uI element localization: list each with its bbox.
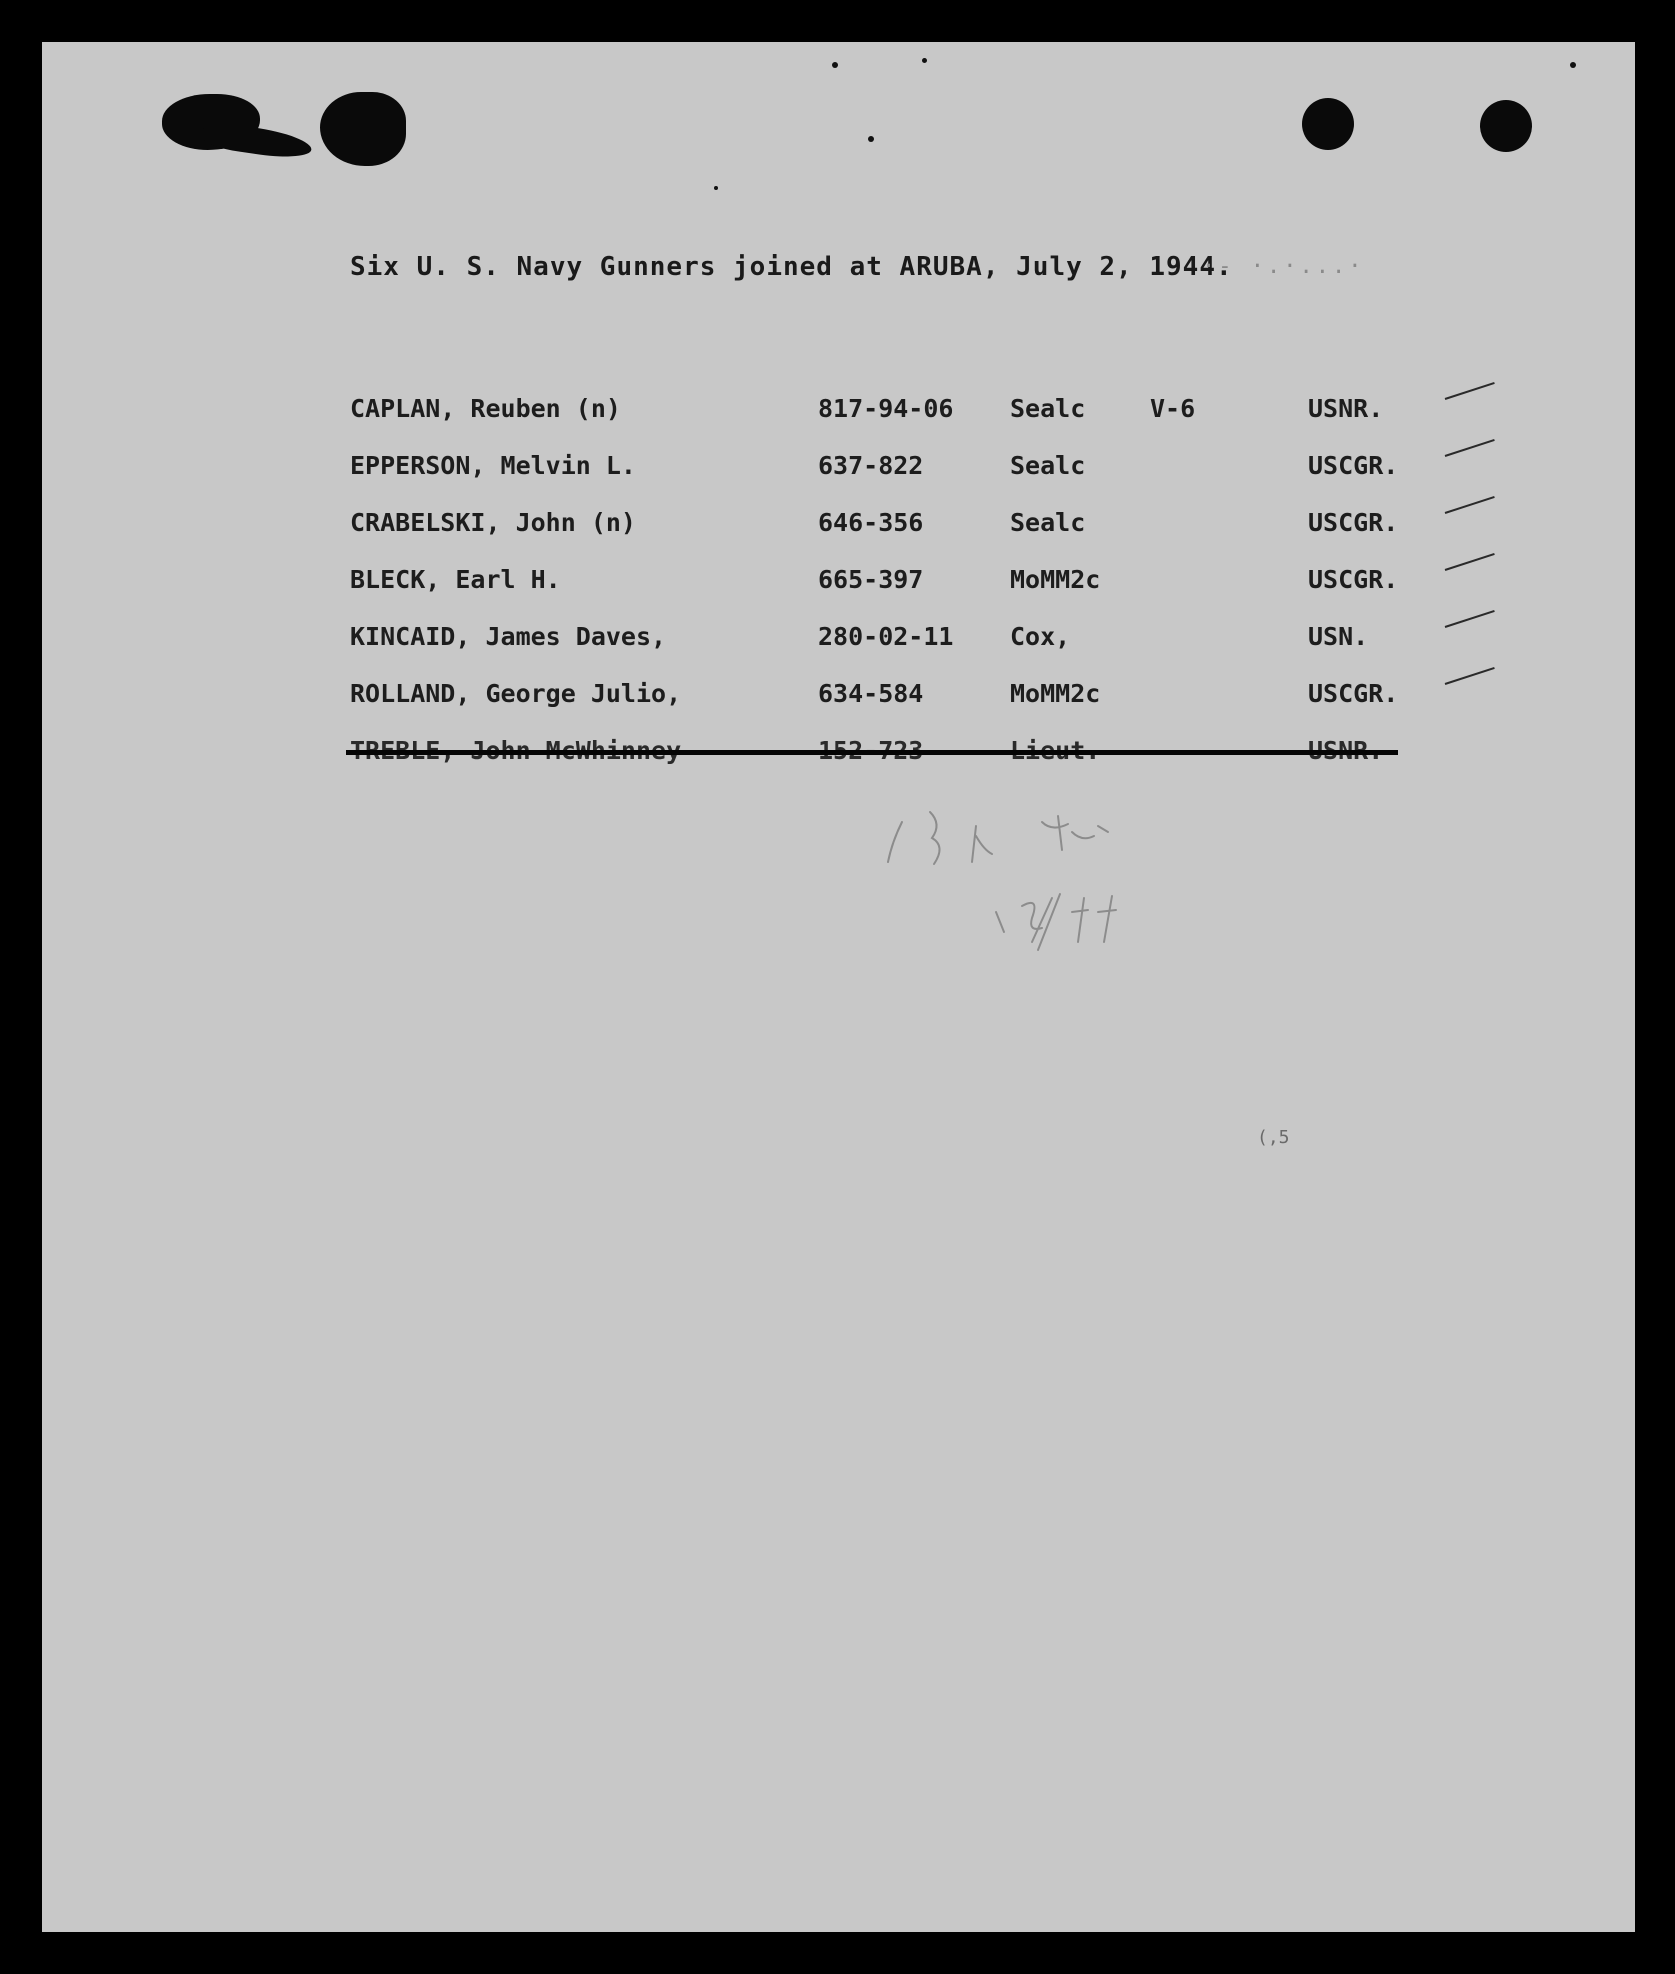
crew-name: BLECK, Earl H. — [350, 565, 561, 594]
speck — [922, 58, 927, 63]
roster-row — [350, 394, 1450, 451]
ink-blot — [320, 92, 406, 166]
punch-hole — [1480, 100, 1532, 152]
branch: USCGR. — [1308, 679, 1399, 708]
page-stamp: (,5 — [1257, 1127, 1290, 1148]
service-number: 634-584 — [818, 679, 924, 708]
document-heading: Six U. S. Navy Gunners joined at ARUBA, July 2, 1944. — [350, 252, 1233, 282]
rating: Sealc — [1010, 451, 1086, 480]
branch: USN. — [1308, 622, 1369, 651]
rating: Sealc — [1010, 508, 1086, 537]
service-number: 817-94-06 — [818, 394, 954, 423]
speck — [832, 62, 838, 68]
speck — [868, 136, 874, 142]
rating: MoMM2c — [1010, 565, 1101, 594]
speck — [714, 186, 718, 190]
faint-marks: ·- ·.·...· — [1202, 254, 1365, 279]
roster-row — [350, 508, 1450, 565]
service-number: 280-02-11 — [818, 622, 954, 651]
service-number: 646-356 — [818, 508, 924, 537]
branch: USCGR. — [1308, 451, 1399, 480]
speck — [1570, 62, 1576, 68]
check-mark — [1445, 610, 1495, 628]
crew-name: CAPLAN, Reuben (n) — [350, 394, 621, 423]
crew-name: ROLLAND, George Julio, — [350, 679, 682, 708]
check-mark — [1445, 439, 1495, 457]
check-mark — [1445, 496, 1495, 514]
branch: USCGR. — [1308, 508, 1399, 537]
roster-row — [350, 565, 1450, 622]
check-mark — [1445, 382, 1495, 400]
service-number: 637-822 — [818, 451, 924, 480]
rating: MoMM2c — [1010, 679, 1101, 708]
strikethrough-line — [346, 750, 1398, 755]
check-mark — [1445, 667, 1495, 685]
roster-row — [350, 622, 1450, 679]
crew-name: CRABELSKI, John (n) — [350, 508, 636, 537]
rating: Sealc — [1010, 394, 1086, 423]
crew-roster — [350, 394, 1450, 776]
struck-roster-row — [350, 736, 1450, 776]
crew-name: KINCAID, James Daves, — [350, 622, 667, 651]
roster-row — [350, 679, 1450, 736]
roster-row — [350, 451, 1450, 508]
check-mark — [1445, 553, 1495, 571]
service-number: 665-397 — [818, 565, 924, 594]
branch: USCGR. — [1308, 565, 1399, 594]
punch-hole — [1302, 98, 1354, 150]
branch: USNR. — [1308, 394, 1384, 423]
classification: V-6 — [1150, 394, 1196, 423]
crew-name: EPPERSON, Melvin L. — [350, 451, 636, 480]
rating: Cox, — [1010, 622, 1071, 651]
document-page — [42, 42, 1635, 1932]
handwritten-signature — [872, 802, 1292, 962]
